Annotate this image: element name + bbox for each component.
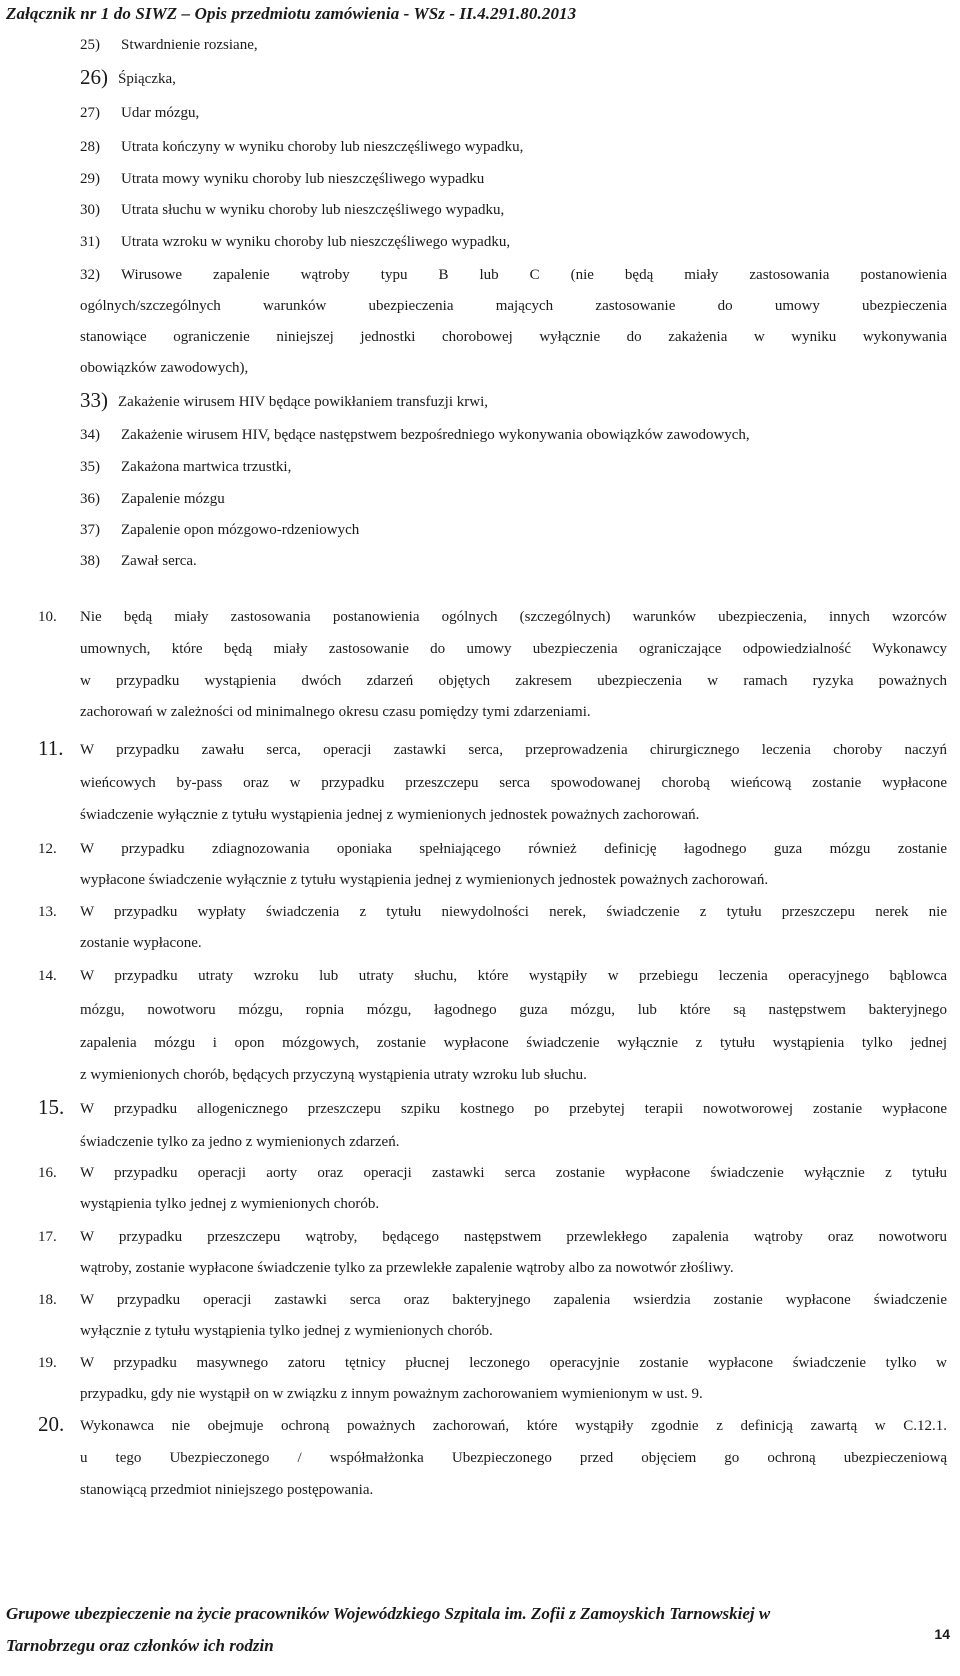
list-item-text: Zakażona martwica trzustki, [121,459,292,475]
list-item-text: obowiązków zawodowych), [80,360,249,376]
paragraph-line: Nie będą miały zastosowania postanowienia ogólnych (szczególnych) warunków ubezpieczenia, innych wzorców [80,609,947,625]
list-item-number: 28) [80,139,100,155]
paragraph-line: zostanie wypłacone. [80,935,202,951]
paragraph-line: W przypadku utraty wzroku lub utraty słuchu, które wystąpiły w przebiegu leczenia operacyjnego bąblowca [80,968,947,984]
paragraph-line: przypadku, gdy nie wystąpił on w związku z innym poważnym zachorowaniem wymienionym w ust. 9. [80,1386,703,1402]
paragraph-line: umownych, które będą miały zastosowanie do umowy ubezpieczenia ograniczające odpowiedzialność Wykonawcy [80,641,947,657]
list-item-text: Utrata kończyny w wyniku choroby lub nieszczęśliwego wypadku, [121,139,524,155]
paragraph-line: wystąpienia tylko jednej z wymienionych chorób. [80,1196,380,1212]
list-item-text: Wirusowe zapalenie wątroby typu B lub C (nie będą miały zastosowania postanowienia [121,267,947,283]
list-item-number: 38) [80,553,100,569]
paragraph-line: mózgu, nowotworu mózgu, ropnia mózgu, łagodnego guza mózgu, lub które są następstwem bakteryjnego [80,1002,947,1018]
paragraph-line: świadczenie wyłącznie z tytułu wystąpienia jednej z wymienionych jednostek poważnych zachorowań. [80,807,700,823]
list-item-number: 34) [80,427,100,443]
list-item-text: Zakażenie wirusem HIV będące powikłaniem transfuzji krwi, [118,394,489,410]
list-item-text: Utrata wzroku w wyniku choroby lub nieszczęśliwego wypadku, [121,234,511,250]
paragraph-line: wypłacone świadczenie wyłącznie z tytułu wystąpienia jednej z wymienionych jednostek poważnych zachorowań. [80,872,769,888]
paragraph-number: 18. [38,1292,57,1308]
paragraph-line: w przypadku wystąpienia dwóch zdarzeń objętych zakresem ubezpieczenia w ramach ryzyka poważnych [80,673,947,689]
paragraph-number: 19. [38,1355,57,1371]
footer-line-2: Tarnobrzegu oraz członków ich rodzin [6,1636,274,1655]
list-item-number: 33) [80,388,108,412]
list-item-text: Zapalenie opon mózgowo-rdzeniowych [121,522,360,538]
list-item-number: 31) [80,234,100,250]
paragraph-line: wątroby, zostanie wypłacone świadczenie tylko za przewlekłe zapalenie wątroby albo za nowotwór złośliwy. [80,1260,734,1276]
list-item-number: 35) [80,459,100,475]
paragraph-line: wieńcowych by-pass oraz w przypadku przeszczepu serca spowodowanej chorobą wieńcową zostanie wypłacone [80,775,947,791]
document-header: Załącznik nr 1 do SIWZ – Opis przedmiotu zamówienia - WSz - II.4.291.80.2013 [6,4,577,23]
paragraph-line: W przypadku operacji aorty oraz operacji zastawki serca zostanie wypłacone świadczenie wyłącznie z tytułu [80,1165,947,1181]
list-item-text: stanowiące ograniczenie niniejszej jednostki chorobowej wyłącznie do zakażenia w wyniku wykonywania [80,329,947,345]
paragraph-line: W przypadku allogenicznego przeszczepu szpiku kostnego po przebytej terapii nowotworowej zostanie wypłacone [80,1101,947,1117]
list-item-text: Śpiączka, [118,71,176,87]
paragraph-number: 12. [38,841,57,857]
paragraph-number: 15. [38,1095,65,1119]
paragraph-number: 11. [38,736,64,760]
paragraph-line: W przypadku wypłaty świadczenia z tytułu niewydolności nerek, świadczenie z tytułu przeszczepu nerek nie [80,904,947,920]
paragraph-number: 14. [38,968,57,984]
list-item-number: 25) [80,37,100,53]
list-item-number: 32) [80,267,100,283]
list-item-number: 26) [80,65,108,89]
paragraph-number: 17. [38,1229,57,1245]
list-item-text: Utrata mowy wyniku choroby lub nieszczęśliwego wypadku [121,171,485,187]
list-item-text: Zakażenie wirusem HIV, będące następstwem bezpośredniego wykonywania obowiązków zawodowych, [121,427,750,443]
list-item-text: Udar mózgu, [121,105,200,121]
paragraph-line: W przypadku zawału serca, operacji zastawki serca, przeprowadzenia chirurgicznego leczenia choroby naczyń [80,742,947,758]
list-item-number: 37) [80,522,100,538]
paragraph-line: W przypadku masywnego zatoru tętnicy płucnej leczonego operacyjnie zostanie wypłacone świadczenie tylko w [80,1355,947,1371]
paragraph-line: stanowiącą przedmiot niniejszego postępowania. [80,1482,374,1498]
list-item-number: 36) [80,491,100,507]
list-item-number: 29) [80,171,100,187]
paragraph-line: W przypadku zdiagnozowania oponiaka spełniającego również definicję łagodnego guza mózgu zostanie [80,841,947,857]
list-item-number: 30) [80,202,100,218]
list-item-text: Zapalenie mózgu [121,491,225,507]
paragraph-line: świadczenie tylko za jedno z wymienionych zdarzeń. [80,1134,400,1150]
paragraph-line: zapalenia mózgu i opon mózgowych, zostanie wypłacone świadczenie wyłącznie z tytułu wystąpienia tylko jednej [80,1035,947,1051]
paragraph-line: W przypadku przeszczepu wątroby, będącego następstwem przewlekłego zapalenia wątroby oraz nowotworu [80,1229,947,1245]
footer-line-1: Grupowe ubezpieczenie na życie pracowników Wojewódzkiego Szpitala im. Zofii z Zamoyskich Tarnowskiej w [6,1604,771,1623]
paragraph-line: zachorowań w zależności od minimalnego okresu czasu pomiędzy tymi zdarzeniami. [80,704,591,720]
paragraph-line: wyłącznie z tytułu wystąpienia tylko jednej z wymienionych chorób. [80,1323,493,1339]
list-item-text: Zawał serca. [121,553,197,569]
paragraph-line: Wykonawca nie obejmuje ochroną poważnych zachorowań, które wystąpiły zgodnie z definicją zawartą w C.12.1. [80,1418,947,1434]
paragraph-number: 16. [38,1165,57,1181]
paragraph-line: u tego Ubezpieczonego / współmałżonka Ubezpieczonego przed objęciem go ochroną ubezpieczeniową [80,1450,947,1466]
list-item-number: 27) [80,105,100,121]
paragraph-line: z wymienionych chorób, będących przyczyną wystąpienia utraty wzroku lub słuchu. [80,1067,587,1083]
paragraph-line: W przypadku operacji zastawki serca oraz bakteryjnego zapalenia wsierdzia zostanie wypłacone świadczenie [80,1292,947,1308]
page-number: 14 [934,1626,950,1642]
list-item-text: Stwardnienie rozsiane, [121,37,258,53]
paragraph-number: 10. [38,609,57,625]
paragraph-number: 13. [38,904,57,920]
list-item-text: ogólnych/szczególnych warunków ubezpieczenia mających zastosowanie do umowy ubezpieczenia [80,298,947,314]
list-item-text: Utrata słuchu w wyniku choroby lub nieszczęśliwego wypadku, [121,202,505,218]
paragraph-number: 20. [38,1412,65,1436]
